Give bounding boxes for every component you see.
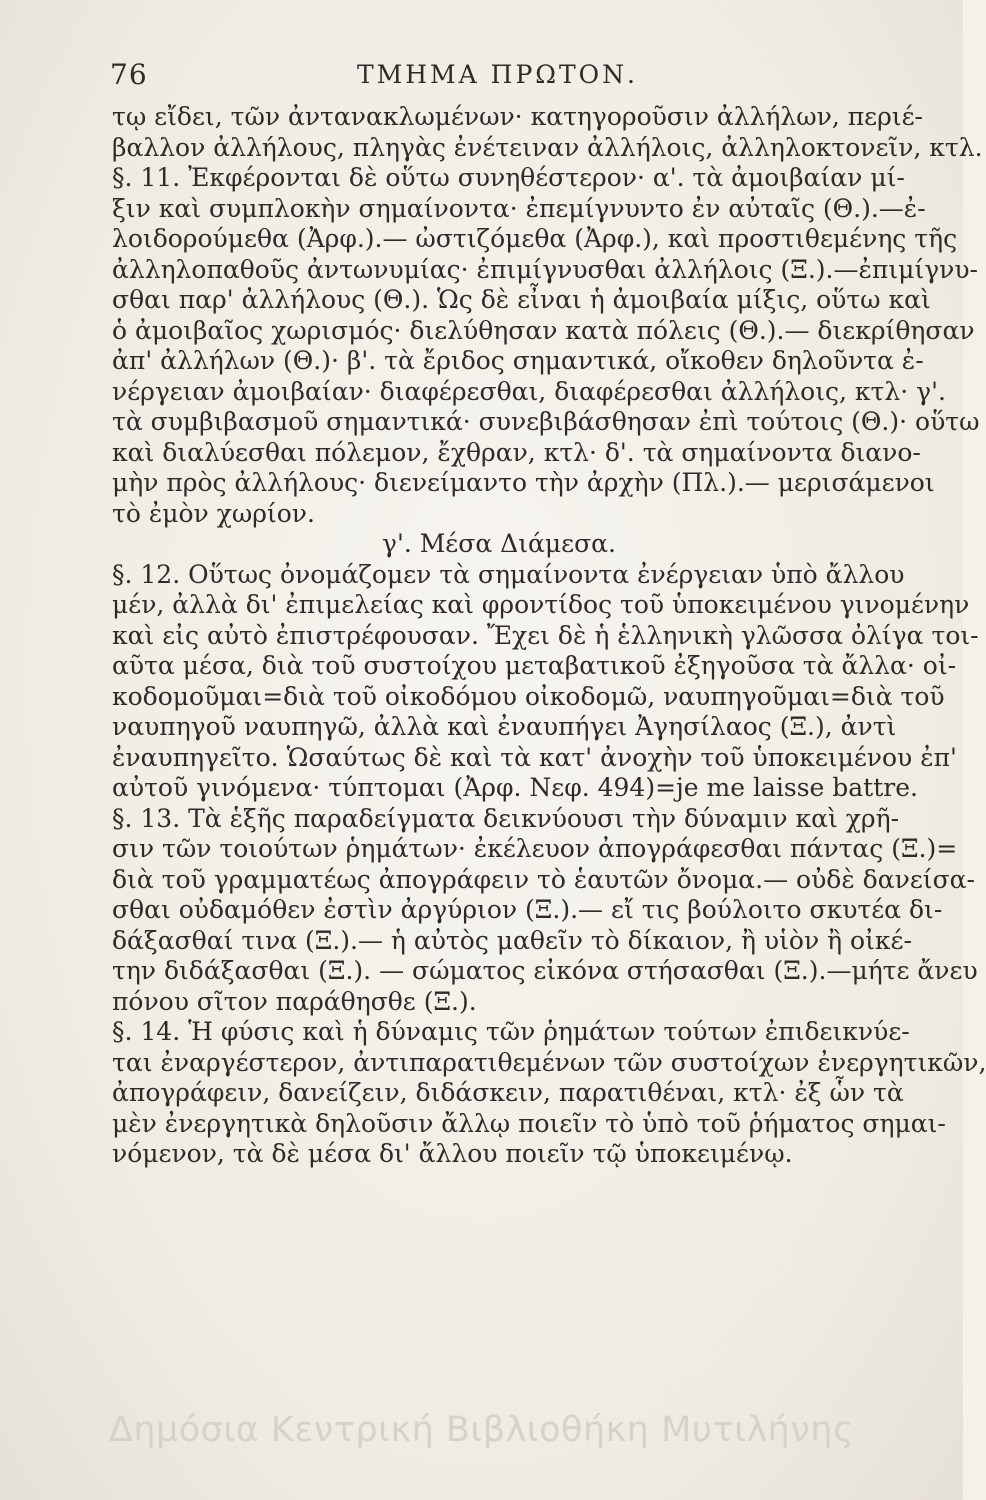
text-line: την διδάξασθαι (Ξ.). — σώματος εἰκόνα στήσασθαι (Ξ.).—μήτε ἄνευ — [112, 956, 978, 985]
text-line: μὲν ἐνεργητικὰ δηλοῦσιν ἄλλῳ ποιεῖν τὸ ὑπὸ τοῦ ῥήματος σημαι- — [112, 1108, 946, 1138]
text-line: ὁ ἀμοιβαῖος χωρισμός· διελύθησαν κατὰ πόλεις (Θ.).— διεκρίθησαν — [112, 315, 975, 345]
library-watermark: Δημόσια Κεντρική Βιβλιοθήκη Μυτιλήνης — [108, 1410, 855, 1450]
text-line: τῳ εἴδει, τῶν ἀντανακλωμένων· κατηγοροῦσιν ἀλλήλων, περιέ- — [112, 102, 923, 131]
text-line: ἀλληλοπαθοῦς ἀντωνυμίας· ἐπιμίγνυσθαι ἀλλήλοις (Ξ.).—ἐπιμίγνυ- — [112, 254, 978, 284]
text-line: τὰ συμβιβασμοῦ σημαντικά· συνεβιβάσθησαν ἐπὶ τούτοις (Θ.)· οὕτω — [112, 407, 980, 436]
text-line: αὐτοῦ γινόμενα· τύπτομαι (Ἀρφ. Νεφ. 494)=je me laisse battre. — [112, 773, 918, 802]
text-line: σιν τῶν τοιούτων ῥημάτων· ἐκέλευον ἀπογράφεσθαι πάντας (Ξ.)= — [112, 834, 958, 863]
text-line: λοιδορούμεθα (Ἀρφ.).— ὠστιζόμεθα (Ἀρφ.), καὶ προστιθεμένης τῆς — [112, 224, 958, 253]
text-line: διὰ τοῦ γραμματέως ἀπογράφειν τὸ ἑαυτῶν ὄνομα.— οὐδὲ δανείσα- — [112, 864, 975, 894]
text-line: §. 13. Τὰ ἑξῆς παραδείγματα δεικνύουσι τὴν δύναμιν καὶ χρῆ- — [112, 803, 900, 833]
text-line: ναυπηγοῦ ναυπηγῶ, ἀλλὰ καὶ ἐναυπήγει Ἀγησίλαος (Ξ.), ἀντὶ — [112, 712, 897, 741]
text-line: βαλλον ἀλλήλους, πληγὰς ἐνέτειναν ἀλλήλοις, ἀλληλοκτονεῖν, κτλ. — [112, 132, 983, 162]
text-line: §. 11. Ἐκφέρονται δὲ οὕτω συνηθέστερον· α'. τὰ ἀμοιβαίαν μί- — [112, 163, 905, 192]
section-heading: γ'. Μέσα Διάμεσα. — [382, 529, 616, 558]
text-line: καὶ διαλύεσθαι πόλεμον, ἔχθραν, κτλ· δ'. τὰ σημαίνοντα διανο- — [112, 437, 921, 467]
text-line: δάξασθαί τινα (Ξ.).— ἡ αὐτὸς μαθεῖν τὸ δίκαιον, ἢ υἱὸν ἢ οἰκέ- — [112, 925, 912, 955]
text-line: ται ἐναργέστερον, ἀντιπαρατιθεμένων τῶν συστοίχων ἐνεργητικῶν, — [112, 1047, 986, 1077]
text-line: §. 12. Οὕτως ὀνομάζομεν τὰ σημαίνοντα ἐνέργειαν ὑπὸ ἄλλου — [112, 559, 905, 589]
text-line: σθαι παρ' ἀλλήλους (Θ.). Ὡς δὲ εἶναι ἡ ἀμοιβαία μίξις, οὕτω καὶ — [112, 285, 931, 314]
text-line: ἐναυπηγεῖτο. Ὡσαύτως δὲ καὶ τὰ κατ' ἀνοχὴν τοῦ ὑποκειμένου ἐπ' — [112, 742, 957, 772]
running-head: ΤΜΗΜΑ ΠΡΩΤΟΝ. — [356, 60, 639, 89]
text-line: τὸ ἐμὸν χωρίον. — [112, 498, 315, 528]
text-line: νέργειαν ἀμοιβαίαν· διαφέρεσθαι, διαφέρεσθαι ἀλλήλοις, κτλ· γ'. — [112, 376, 946, 406]
page-number: 76 — [110, 58, 148, 91]
text-line: ἀπογράφειν, δανείζειν, διδάσκειν, παρατιθέναι, κτλ· ἐξ ὧν τὰ — [112, 1078, 904, 1107]
text-line: πόνου σῖτον παράθησθε (Ξ.). — [112, 986, 477, 1016]
text-line: μέν, ἀλλὰ δι' ἐπιμελείας καὶ φροντίδος τοῦ ὑποκειμένου γινομένην — [112, 590, 970, 619]
page-header — [110, 58, 885, 98]
text-line: μὴν πρὸς ἀλλήλους· διενείμαντο τὴν ἀρχὴν (Πλ.).— μερισάμενοι — [112, 468, 935, 497]
text-line: σθαι οὐδαμόθεν ἐστὶν ἀργύριον (Ξ.).— εἴ τις βούλοιτο σκυτέα δι- — [112, 895, 943, 924]
text-line: ξιν καὶ συμπλοκὴν σημαίνοντα· ἐπεμίγνυντο ἐν αὐταῖς (Θ.).—ἐ- — [112, 193, 926, 223]
text-line: §. 14. Ἡ φύσις καὶ ἡ δύναμις τῶν ῥημάτων τούτων ἐπιδεικνύε- — [112, 1017, 910, 1046]
text-line: καὶ εἰς αὐτὸ ἐπιστρέφουσαν. Ἔχει δὲ ἡ ἑλληνικὴ γλῶσσα ὀλίγα τοι- — [112, 620, 979, 650]
text-line: αῦτα μέσα, διὰ τοῦ συστοίχου μεταβατικοῦ ἐξηγοῦσα τὰ ἄλλα· οἰ- — [112, 651, 957, 680]
body-text — [112, 102, 986, 1170]
text-line: νόμενον, τὰ δὲ μέσα δι' ἄλλου ποιεῖν τῷ ὑποκειμένῳ. — [112, 1139, 793, 1168]
text-line: κοδομοῦμαι=διὰ τοῦ οἰκοδόμου οἰκοδομῶ, ναυπηγοῦμαι=διὰ τοῦ — [112, 681, 945, 711]
text-line: ἀπ' ἀλλήλων (Θ.)· β'. τὰ ἔριδος σημαντικά, οἴκοθεν δηλοῦντα ἐ- — [112, 346, 924, 375]
